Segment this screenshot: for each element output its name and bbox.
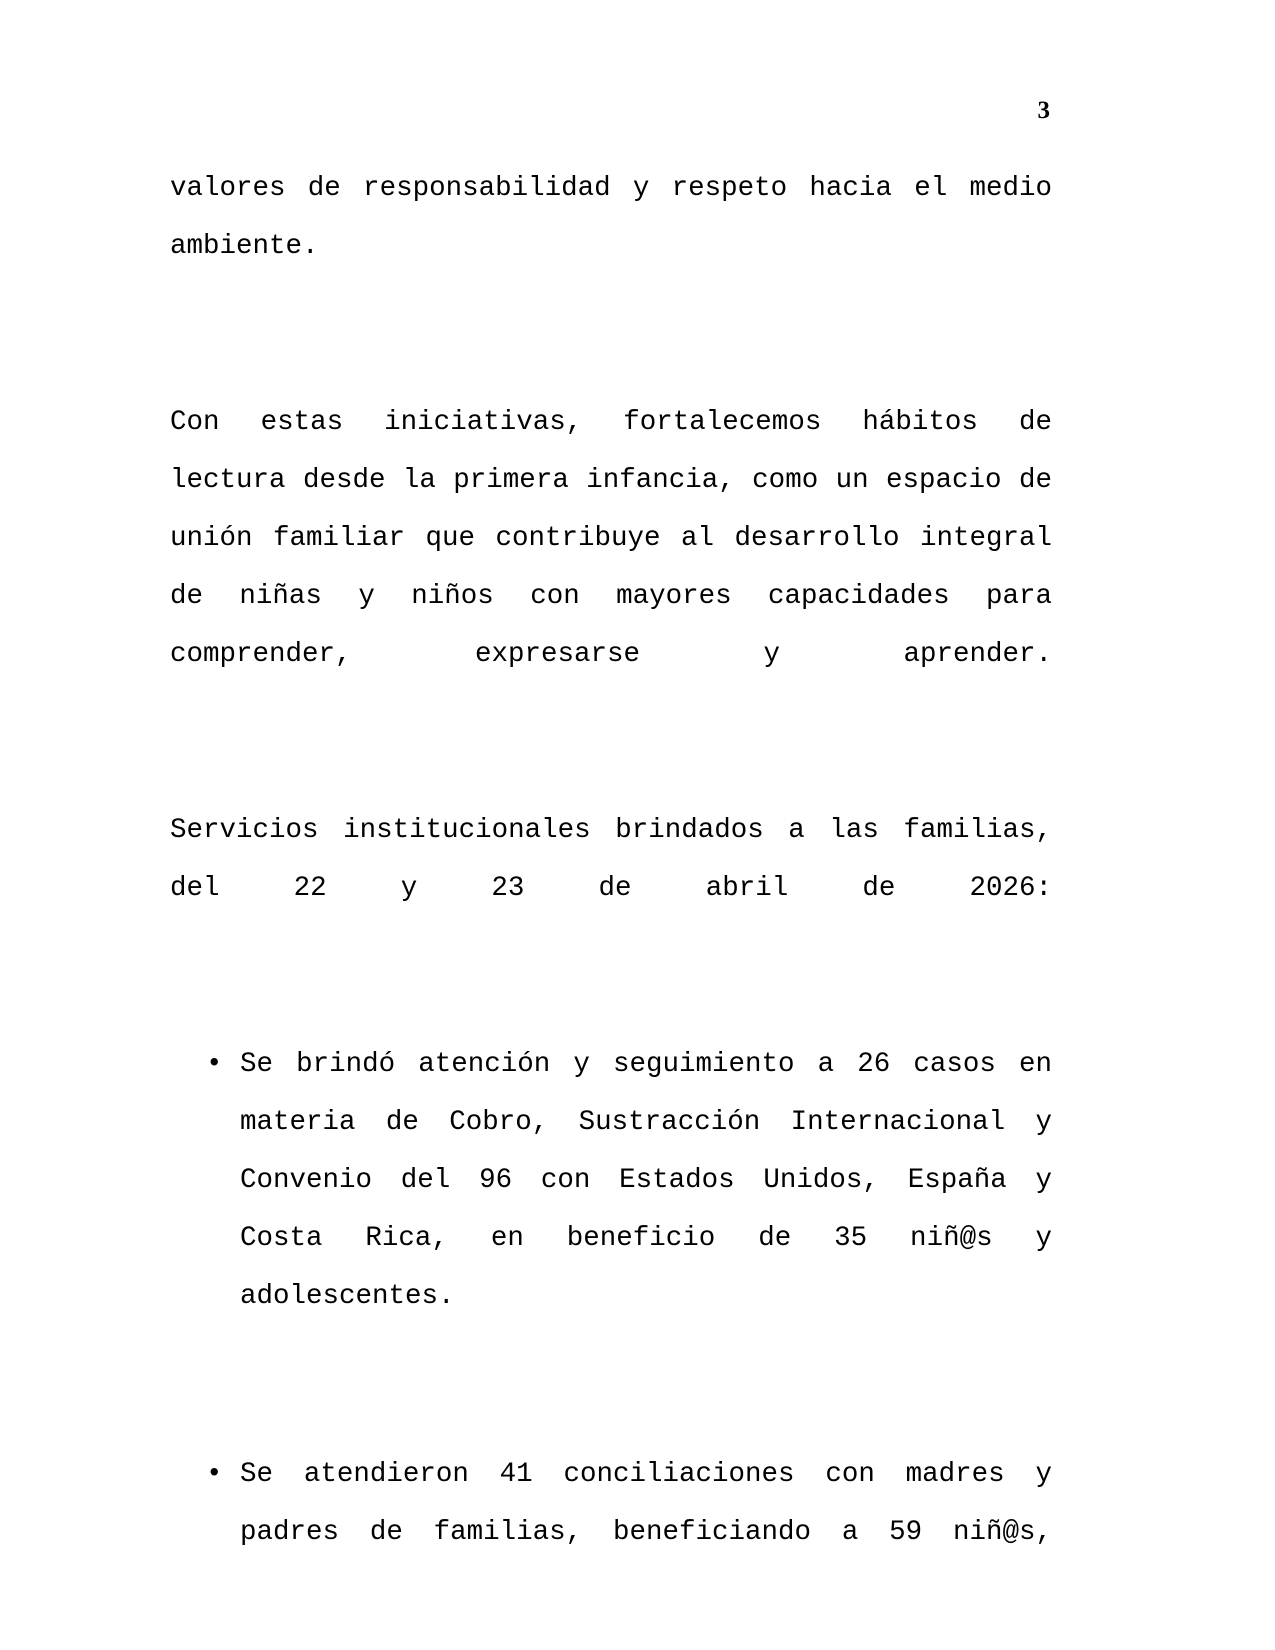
paragraph-iniciativas: Con estas iniciativas, fortalecemos hábitos de lectura desde la primera infancia, como un espacio de unión familiar que contribuye al desarrollo integral de niñas y niños con mayores capacidades para comprender, expresarse y aprender.: [170, 407, 1052, 670]
bullet-icon: •: [206, 1459, 223, 1490]
list-item-text: Se atendieron 41 conciliaciones con madres y padres de familias, beneficiando a 59 niñ@s,: [240, 1459, 1052, 1548]
paragraph-servicios: Servicios institucionales brindados a las familias, del 22 y 23 de abril de 2026:: [170, 815, 1052, 904]
paragraph-ambiente: valores de responsabilidad y respeto hacia el medio ambiente.: [170, 173, 1052, 262]
list-item-text: Se brindó atención y seguimiento a 26 casos en materia de Cobro, Sustracción Internacional y Convenio del 96 con Estados Unidos, España y Costa Rica, en beneficio de 35 niñ@s y adolescentes.: [240, 1049, 1052, 1312]
list-item: [170, 1446, 1052, 1620]
list-spacer: [170, 1384, 1052, 1446]
paragraph-spacer: [170, 334, 1052, 394]
services-bullet-list: [170, 1036, 1052, 1620]
paragraph-spacer: [170, 742, 1052, 802]
bullet-spacer: [170, 1384, 1052, 1446]
document-body: [170, 160, 1052, 1620]
list-item: [170, 1036, 1052, 1384]
page-number: 3: [1037, 97, 1050, 124]
bullet-icon: •: [206, 1049, 223, 1080]
paragraph-spacer: [170, 976, 1052, 1036]
